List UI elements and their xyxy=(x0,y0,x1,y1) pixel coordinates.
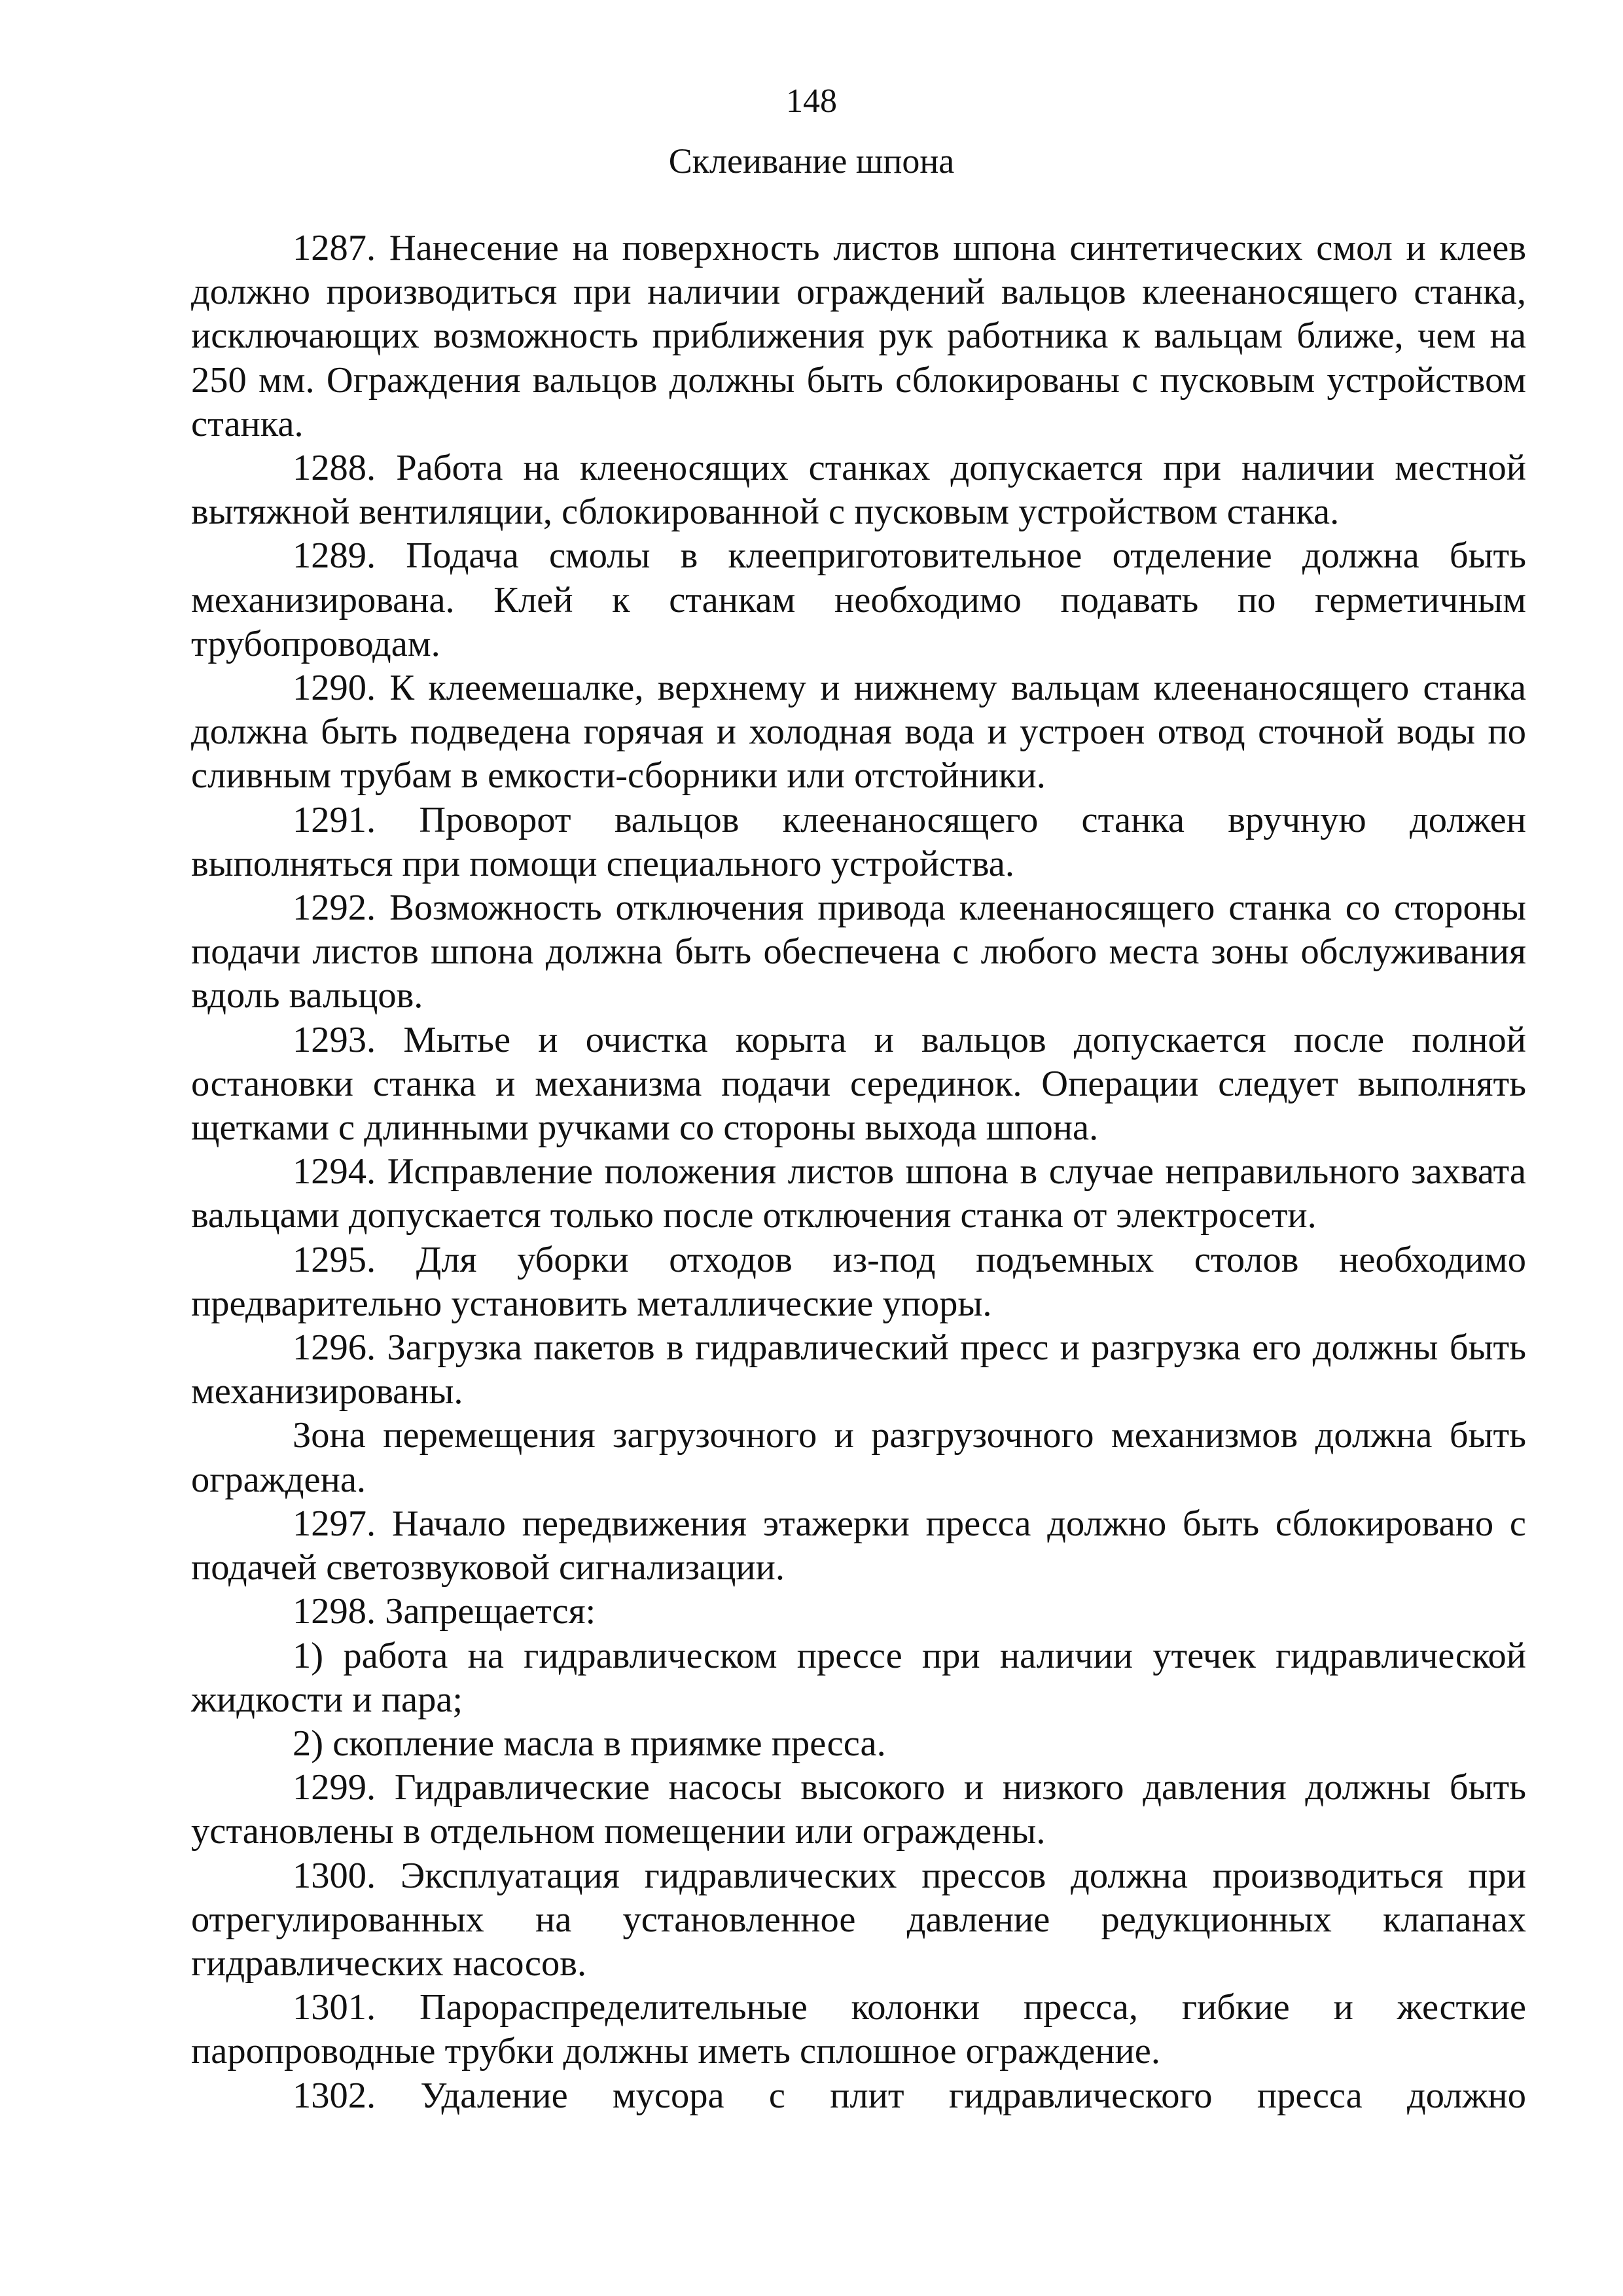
page-number: 148 xyxy=(786,82,837,120)
paragraph-1295: 1295. Для уборки отходов из-под подъемных столов необходимо предварительно установить металлические упоры. xyxy=(191,1239,1526,1324)
section-title: Склеивание шпона xyxy=(668,141,955,181)
paragraph-1288: 1288. Работа на клееносящих станках допускается при наличии местной вытяжной вентиляции, сблокированной с пусковым устройством станка. xyxy=(191,448,1526,533)
paragraph-1296-zone: Зона перемещения загрузочного и разгрузочного механизмов должна быть ограждена. xyxy=(191,1415,1526,1500)
paragraph-1298: 1298. Запрещается: xyxy=(293,1591,596,1632)
paragraph-1301: 1301. Парораспределительные колонки пресса, гибкие и жесткие паропроводные трубки должны иметь сплошное ограждение. xyxy=(191,1987,1526,2072)
paragraph-1293: 1293. Мытье и очистка корыта и вальцов допускается после полной остановки станка и механизма подачи серединок. Операции следует выполнять щетками с длинными ручками со стороны выхода шпона. xyxy=(191,1019,1526,1149)
list-item-2: 2) скопление масла в приямке пресса. xyxy=(293,1723,886,1764)
paragraph-1294: 1294. Исправление положения листов шпона в случае неправильного захвата вальцами допускается только после отключения станка от электросети. xyxy=(191,1151,1526,1236)
paragraph-1300: 1300. Эксплуатация гидравлических прессов должна производиться при отрегулированных на установленное давление редукционных клапанах гидравлических насосов. xyxy=(191,1855,1526,1984)
paragraph-1297: 1297. Начало передвижения этажерки пресса должно быть сблокировано с подачей светозвуковой сигнализации. xyxy=(191,1503,1526,1588)
list-item-1: 1) работа на гидравлическом прессе при наличии утечек гидравлической жидкости и пара; xyxy=(191,1635,1526,1720)
paragraph-1289: 1289. Подача смолы в клееприготовительное отделение должна быть механизирована. Клей к станкам необходимо подавать по герметичным трубопроводам. xyxy=(191,535,1526,664)
document-body xyxy=(191,226,1526,2118)
paragraph-1299: 1299. Гидравлические насосы высокого и низкого давления должны быть установлены в отдельном помещении или ограждены. xyxy=(191,1767,1526,1852)
paragraph-1292: 1292. Возможность отключения привода клеенаносящего станка со стороны подачи листов шпона должна быть обеспечена с любого места зоны обслуживания вдоль вальцов. xyxy=(191,888,1526,1016)
paragraph-1296: 1296. Загрузка пакетов в гидравлический пресс и разгрузка его должны быть механизированы. xyxy=(191,1327,1526,1412)
paragraph-1287: 1287. Нанесение на поверхность листов шпона синтетических смол и клеев должно производиться при наличии ограждений вальцов клеенаносящего станка, исключающих возможность приближения рук работника к вальцам ближе, чем на 250 мм. Ограждения вальцов должны быть сблокированы с пусковым устройством станка. xyxy=(191,228,1526,444)
paragraph-1291: 1291. Проворот вальцов клеенаносящего станка вручную должен выполняться при помощи специального устройства. xyxy=(191,799,1526,884)
paragraph-1290: 1290. К клеемешалке, верхнему и нижнему вальцам клеенаносящего станка должна быть подведена горячая и холодная вода и устроен отвод сточной воды по сливным трубам в емкости-сборники или отстойники. xyxy=(191,668,1526,797)
paragraph-1302: 1302. Удаление мусора с плит гидравлического пресса должно xyxy=(293,2075,1526,2116)
